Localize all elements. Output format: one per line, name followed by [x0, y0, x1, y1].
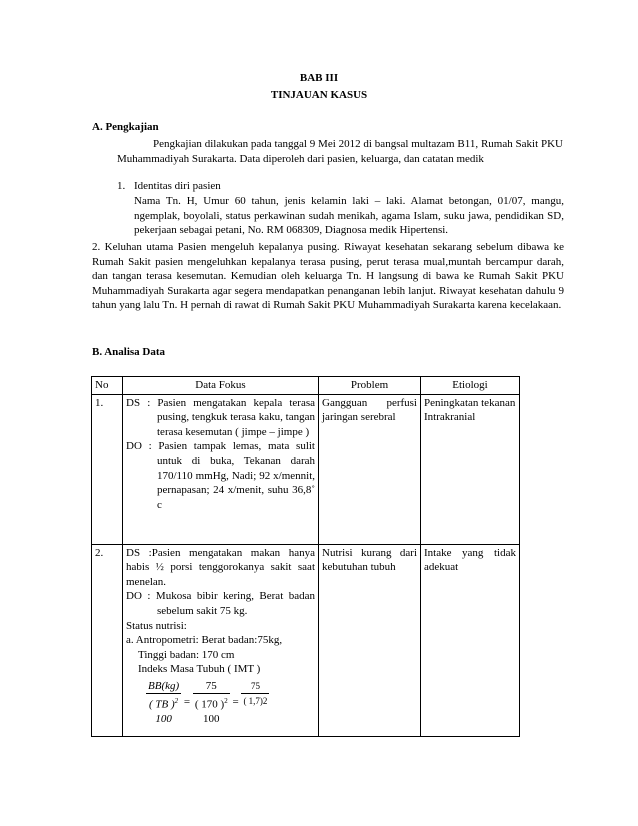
chapter-title: TINJAUAN KASUS: [270, 89, 368, 101]
table-header-row: [92, 377, 520, 395]
row2-antropometri: a. Antropometri: Berat badan:75kg,: [126, 634, 283, 647]
item1-label: 1.: [117, 180, 126, 192]
equals-sign: =: [183, 695, 191, 708]
row2-imt: Indeks Masa Tubuh ( IMT ): [138, 663, 261, 676]
row2-do: DO : Mukosa bibir kering, Berat badan sebelum sakit 75 kg.: [126, 590, 315, 617]
table-row: [92, 544, 520, 736]
analysis-table: [91, 376, 520, 737]
item1-title: Identitas diri pasien: [134, 180, 221, 192]
row2-status: Status nutrisi:: [126, 619, 187, 632]
imt-formula: [126, 679, 315, 726]
row1-etiologi: Peningkatan tekanan Intrakranial: [421, 394, 520, 544]
row2-etiologi: Intake yang tidak adekuat: [421, 544, 520, 736]
row2-problem: Nutrisi kurang dari kebutuhan tubuh: [319, 544, 421, 736]
row1-problem: Gangguan perfusi jaringan serebral: [319, 394, 421, 544]
chapter-number: BAB III: [299, 72, 339, 84]
row2-data-fokus: [123, 544, 319, 736]
item2-text: 2. Keluhan utama Pasien mengeluh kepalanya pusing. Riwayat kesehatan sekarang sebelum dibawa ke Rumah Sakit pasien mengeluhkan kepalanya terasa pusing, perut terasa mual,muntah bercampur darah, dan tangan terasa kesemutan. Kemudian oleh keluarga Tn. H langsung di bawa ke Rumah Sakit PKU Muhammadiyah Surakarta agar segera mendapatkan penanganan lebih lanjut. Riwayat kesehatan dahulu 9 tahun yang lalu Tn. H pernah di rawat di Rumah Sakit PKU Muhammadiyah Surakarta karena kecelakaan.: [92, 241, 564, 312]
row1-do: DO : Pasien tampak lemas, mata sulit untuk di buka, Tekanan darah 170/110 mmHg, Nadi; 92 x/mennit, pernapasan; 24 x/menit, suhu 36,8˚ c: [126, 440, 315, 511]
row1-ds: DS : Pasien mengatakan kepala terasa pusing, tengkuk terasa kaku, tangan terasa kesemutan ( jimpe – jimpe ): [126, 396, 315, 438]
col-no-header: No: [92, 377, 123, 395]
formula-fraction-3: $\frac{75}{( 1,7)2}$: [243, 680, 268, 706]
section-a-heading: A. Pengkajian: [92, 121, 159, 133]
row2-tinggi: Tinggi badan: 170 cm: [138, 648, 235, 661]
row2-no: 2.: [92, 544, 123, 736]
row2-ds: DS :Pasien mengatakan makan hanya habis ½ porsi tenggorokanya sakit saat menelan.: [126, 546, 315, 588]
row1-data-fokus: [123, 394, 319, 544]
table-row: [92, 394, 520, 544]
item1-text: Nama Tn. H, Umur 60 tahun, jenis kelamin laki – laki. Alamat betongan, 01/07, mangu, ngemplak, boyolali, status perkawinan sudah menikah, agama Islam, suku jawa, pendidikan SD, pekerjaan sebagai petani, No. RM 068309, Diagnosa medik Hipertensi.: [134, 195, 564, 237]
col-problem-header: Problem: [319, 377, 421, 395]
col-etiologi-header: Etiologi: [421, 377, 520, 395]
formula-fraction-2: 75 ( 170 )$^2$ 100: [194, 679, 228, 725]
row1-no: 1.: [92, 394, 123, 544]
formula-fraction-1: BB(kg) ( TB )$^2$ 100: [148, 679, 180, 725]
equals-sign-2: =: [232, 695, 239, 708]
section-a-intro: Pengkajian dilakukan pada tanggal 9 Mei 2012 di bangsal multazam B11, Rumah Sakit PKU Muhammadiyah Surakarta. Data diperoleh dari pasien, keluarga, dan catatan medik: [117, 138, 563, 165]
col-data-fokus-header: Data Fokus: [123, 377, 319, 395]
section-b-heading: B. Analisa Data: [92, 346, 166, 358]
